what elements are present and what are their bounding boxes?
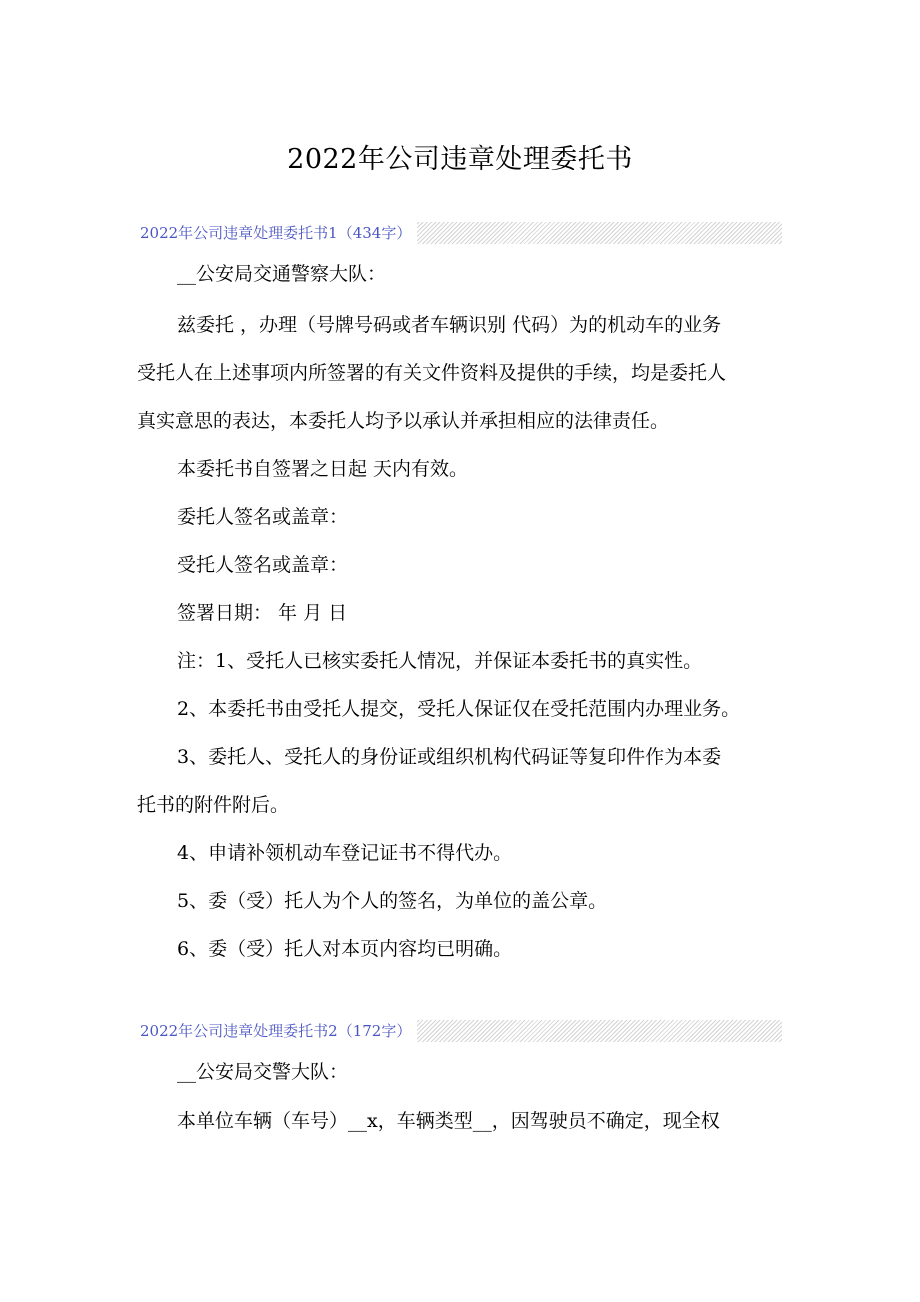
paragraph-line: 受托人签名或盖章： <box>177 554 349 576</box>
paragraph-line: 签署日期： 年 月 日 <box>177 602 348 624</box>
paragraph-line: 兹委托 ，办理（号牌号码或者车辆识别 代码）为的机动车的业务 <box>177 314 722 336</box>
document-title: 2022年公司违章处理委托书 <box>287 144 633 175</box>
paragraph-line: 本单位车辆（车号）__x，车辆类型__，因驾驶员不确定，现全权 <box>177 1110 720 1132</box>
paragraph-line: 托书的附件附后。 <box>137 794 290 816</box>
section-heading-2-text: 2022年公司违章处理委托书2（172字） <box>134 1020 417 1042</box>
paragraph-line: __公安局交通警察大队： <box>177 263 387 285</box>
paragraph-line: 5、委（受）托人为个人的签名，为单位的盖公章。 <box>177 890 608 912</box>
section-heading-1 <box>134 222 782 244</box>
paragraph-line: 真实意思的表达，本委托人均予以承认并承担相应的法律责任。 <box>137 410 670 432</box>
paragraph-line: 本委托书自签署之日起 天内有效。 <box>177 458 469 480</box>
paragraph-line: 受托人在上述事项内所签署的有关文件资料及提供的手续，均是委托人 <box>137 362 727 384</box>
paragraph-line: 4、申请补领机动车登记证书不得代办。 <box>177 842 513 864</box>
paragraph-line: __公安局交警大队： <box>177 1061 349 1083</box>
paragraph-line: 委托人签名或盖章： <box>177 506 349 528</box>
paragraph-line: 3、委托人、受托人的身份证或组织机构代码证等复印件作为本委 <box>177 746 722 768</box>
paragraph-line: 6、委（受）托人对本页内容均已明确。 <box>177 938 513 960</box>
section-heading-2 <box>134 1020 782 1042</box>
paragraph-line: 注：1、受托人已核实委托人情况，并保证本委托书的真实性。 <box>177 650 703 672</box>
section-heading-1-text: 2022年公司违章处理委托书1（434字） <box>134 222 417 244</box>
paragraph-line: 2、本委托书由受托人提交，受托人保证仅在受托范围内办理业务。 <box>177 698 741 720</box>
